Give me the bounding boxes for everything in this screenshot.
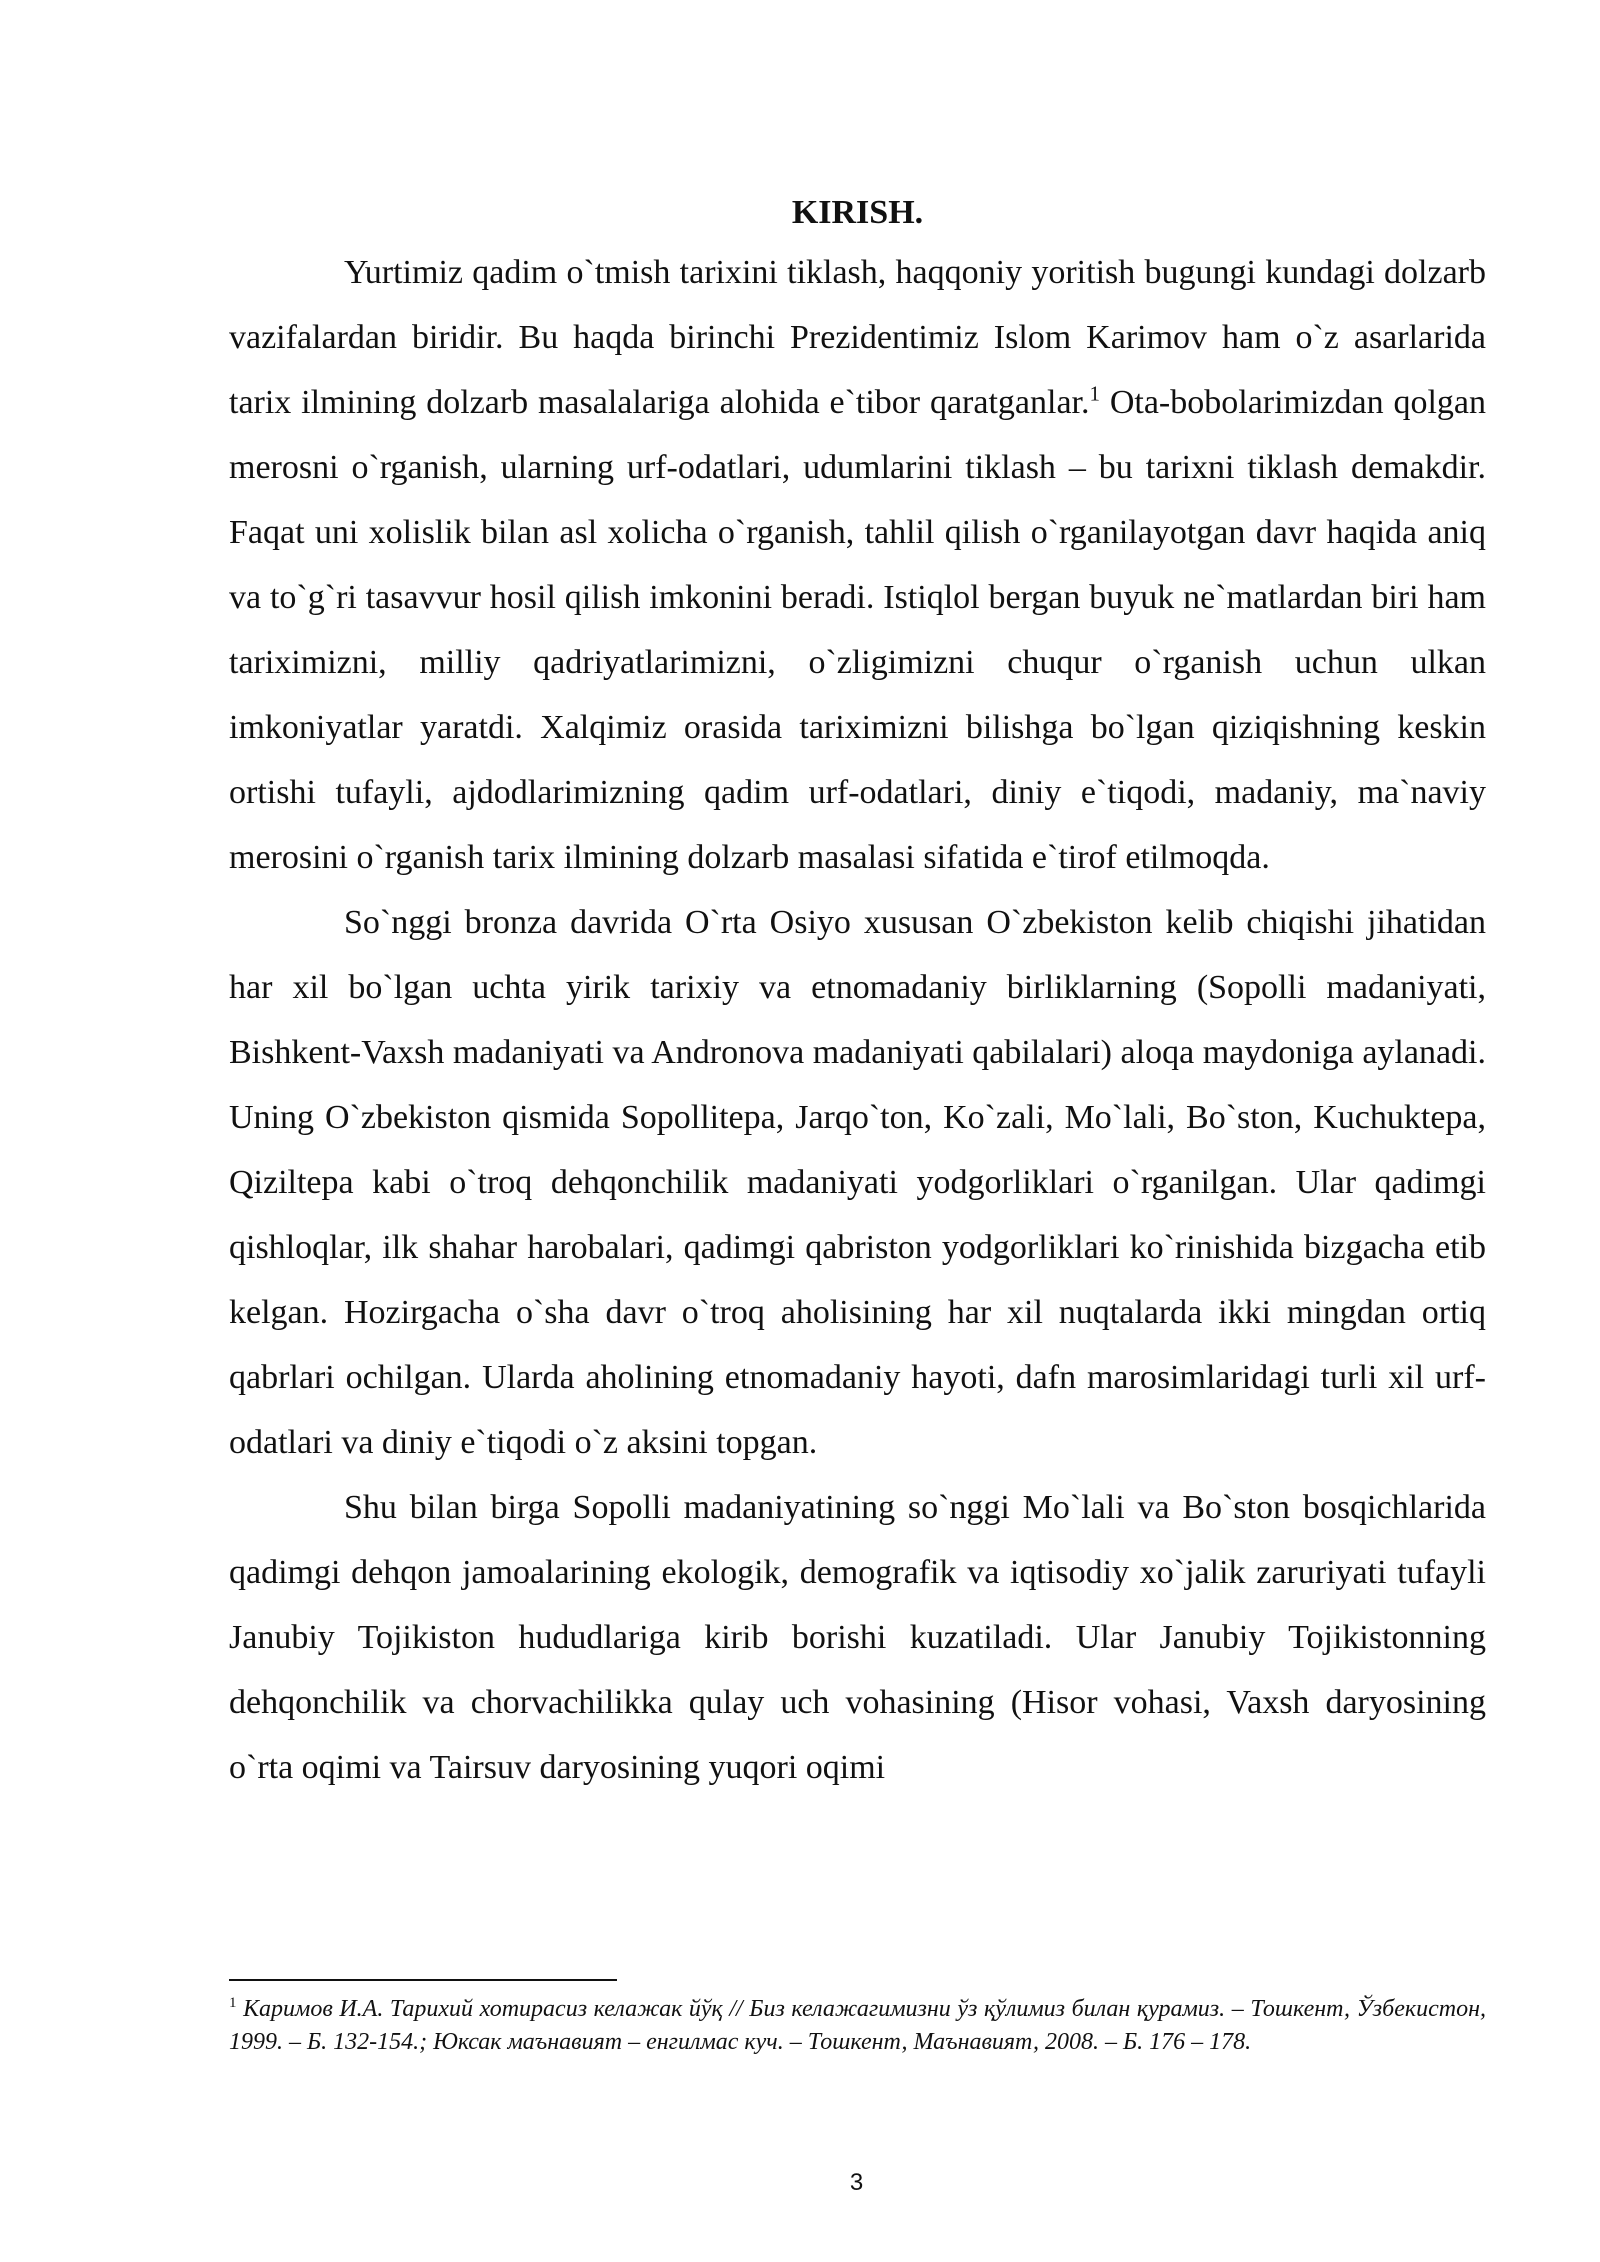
paragraph-1 xyxy=(229,240,1486,890)
page-number: 3 xyxy=(849,2169,864,2196)
footnote-text: Каримов И.А. Тарихий хотирасиз келажак йўқ // Биз келажагимизни ўз қўлимиз билан қурамиз. – Тошкент, Ўзбекистон, 1999. – Б. 132-154.; Юксак маънавият – енгилмас куч. – Тошкент, Маънавият, 2008. – Б. 176 – 178. xyxy=(229,1996,1486,2055)
footnote xyxy=(229,1993,1486,2059)
paragraph-3: Shu bilan birga Sopolli madaniyatining so`nggi Mo`lali va Bo`ston bosqichlarida qadimgi dehqon jamoalarining ekologik, demografik va iqtisodiy xo`jalik zaruriyati tufayli Janubiy Tojikiston hududlariga kirib borishi kuzatiladi. Ular Janubiy Tojikistonning dehqonchilik va chorvachilikka qulay uch vohasining (Hisor vohasi, Vaxsh daryosining o`rta oqimi va Tairsuv daryosining yuqori oqimi xyxy=(229,1489,1486,1786)
paragraph-1-text-end: Ota-bobolarimizdan qolgan merosni o`rganish, ularning urf-odatlari, udumlarini tiklash – bu tarixni tiklash demakdir. Faqat uni xolislik bilan asl xolicha o`rganish, tahlil qilish o`rganilayotgan davr haqida aniq va to`g`ri tasavvur hosil qilish imkonini beradi. Istiqlol bergan buyuk ne`matlardan biri ham tariximizni, milliy qadriyatlarimizni, o`zligimizni chuqur o`rganish uchun ulkan imkoniyatlar yaratdi. Xalqimiz orasida tariximizni bilishga bo`lgan qiziqishning keskin ortishi tufayli, ajdodlarimizning qadim urf-odatlari, diniy e`tiqodi, madaniy, ma`naviy merosini o`rganish tarix ilmining dolzarb masalasi sifatida e`tirof etilmoqda. xyxy=(229,384,1486,876)
paragraph-2: So`nggi bronza davrida O`rta Osiyo xususan O`zbekiston kelib chiqishi jihatidan har xil bo`lgan uchta yirik tarixiy va etnomadaniy birliklarning (Sopolli madaniyati, Bishkent-Vaxsh madaniyati va Andronova madaniyati qabilalari) aloqa maydoniga aylanadi. Uning O`zbekiston qismida Sopollitepa, Jarqo`ton, Ko`zali, Mo`lali, Bo`ston, Kuchuktepa, Qiziltepa kabi o`troq dehqonchilik madaniyati yodgorliklari o`rganilgan. Ular qadimgi qishloqlar, ilk shahar harobalari, qadimgi qabriston yodgorliklari ko`rinishida bizgacha etib kelgan. Hozirgacha o`sha davr o`troq aholisining har xil nuqtalarda ikki mingdan ortiq qabrlari ochilgan. Ularda aholining etnomadaniy hayoti, dafn marosimlaridagi turli xil urf-odatlari va diniy e`tiqodi o`z aksini topgan. xyxy=(229,904,1486,1461)
footnote-reference[interactable]: 1 xyxy=(1089,381,1100,406)
footnote-marker: 1 xyxy=(229,1995,237,2011)
paragraph-1-text-start: Yurtimiz qadim o`tmish tarixini tiklash, haqqoniy yoritish bugungi kundagi dolzarb vazifalardan biridir. Bu haqda birinchi Prezidentimiz Islom Karimov ham o`z asarlarida tarix ilmining dolzarb masalalariga alohida e`tibor qaratganlar. xyxy=(229,254,1486,421)
footnote-separator xyxy=(229,1979,617,1981)
section-heading: KIRISH. xyxy=(791,194,924,231)
document-body xyxy=(229,190,1486,1800)
